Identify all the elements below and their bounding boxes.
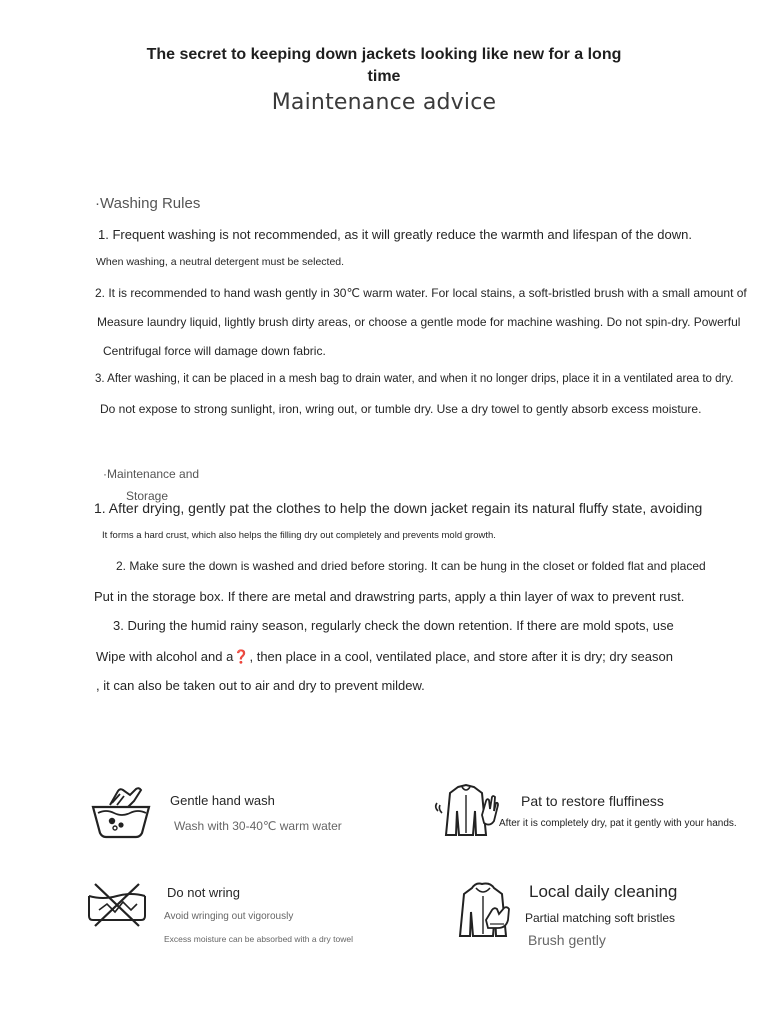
page-title — [0, 44, 768, 88]
storage-line-6: Wipe with alcohol and a❓, then place in a cool, ventilated place, and store after it is dry; dry season — [96, 649, 673, 664]
pat-sub: After it is completely dry, pat it gently with your hands. — [499, 818, 737, 829]
storage-line-5: 3. During the humid rainy season, regularly check the down retention. If there are mold spots, use — [113, 618, 674, 633]
no-wring-title: Do not wring — [167, 885, 240, 900]
washing-line-4: Measure laundry liquid, lightly brush dirty areas, or choose a gentle mode for machine washing. Do not spin-dry. Powerful — [97, 315, 741, 329]
storage-line-7: , it can also be taken out to air and dry to prevent mildew. — [96, 678, 425, 693]
storage-line-1: 1. After drying, gently pat the clothes to help the down jacket regain its natural fluffy state, avoiding — [94, 500, 703, 516]
no-wring-icon — [85, 880, 149, 930]
jacket-brush-icon — [452, 880, 518, 942]
title-line-2: time — [367, 68, 401, 85]
hand-wash-sub: Wash with 30-40℃ warm water — [174, 819, 342, 833]
daily-cleaning-title: Local daily cleaning — [529, 882, 678, 901]
washing-line-5: Centrifugal force will damage down fabric. — [103, 344, 326, 358]
page-subtitle: Maintenance advice — [271, 90, 497, 115]
washing-line-1: 1. Frequent washing is not recommended, as it will greatly reduce the warmth and lifespan of the down. — [98, 227, 692, 242]
daily-cleaning-sub-2: Brush gently — [528, 932, 606, 948]
storage-line-4: Put in the storage box. If there are metal and drawstring parts, apply a thin layer of wax to prevent rust. — [94, 589, 685, 604]
washing-line-7: Do not expose to strong sunlight, iron, wring out, or tumble dry. Use a dry towel to gently absorb excess moisture. — [100, 402, 702, 416]
pat-title: Pat to restore fluffiness — [521, 793, 664, 809]
washing-line-6: 3. After washing, it can be placed in a mesh bag to drain water, and when it no longer drips, place it in a ventilated area to dry. — [95, 373, 734, 385]
storage-line-2: It forms a hard crust, which also helps the filling dry out completely and prevents mold growth. — [102, 530, 496, 541]
title-line-1: The secret to keeping down jackets looking like new for a long — [146, 46, 622, 63]
no-wring-sub-1: Avoid wringing out vigorously — [164, 911, 294, 922]
storage-heading-line-1: ·Maintenance and — [103, 467, 200, 481]
no-wring-sub-2: Excess moisture can be absorbed with a dry towel — [164, 934, 353, 944]
jacket-pat-icon — [432, 781, 502, 841]
washing-rules-heading: ·Washing Rules — [95, 195, 201, 212]
washing-line-2: When washing, a neutral detergent must be selected. — [96, 256, 345, 268]
washing-line-3: 2. It is recommended to hand wash gently in 30℃ warm water. For local stains, a soft-bristled brush with a small amount of — [95, 286, 747, 300]
storage-line-3: 2. Make sure the down is washed and dried before storing. It can be hung in the closet or folded flat and placed — [116, 559, 706, 573]
daily-cleaning-sub-1: Partial matching soft bristles — [525, 911, 676, 925]
hand-wash-title: Gentle hand wash — [170, 793, 275, 808]
hand-wash-basin-icon — [90, 783, 152, 839]
storage-heading-line-2: Storage — [126, 489, 169, 503]
